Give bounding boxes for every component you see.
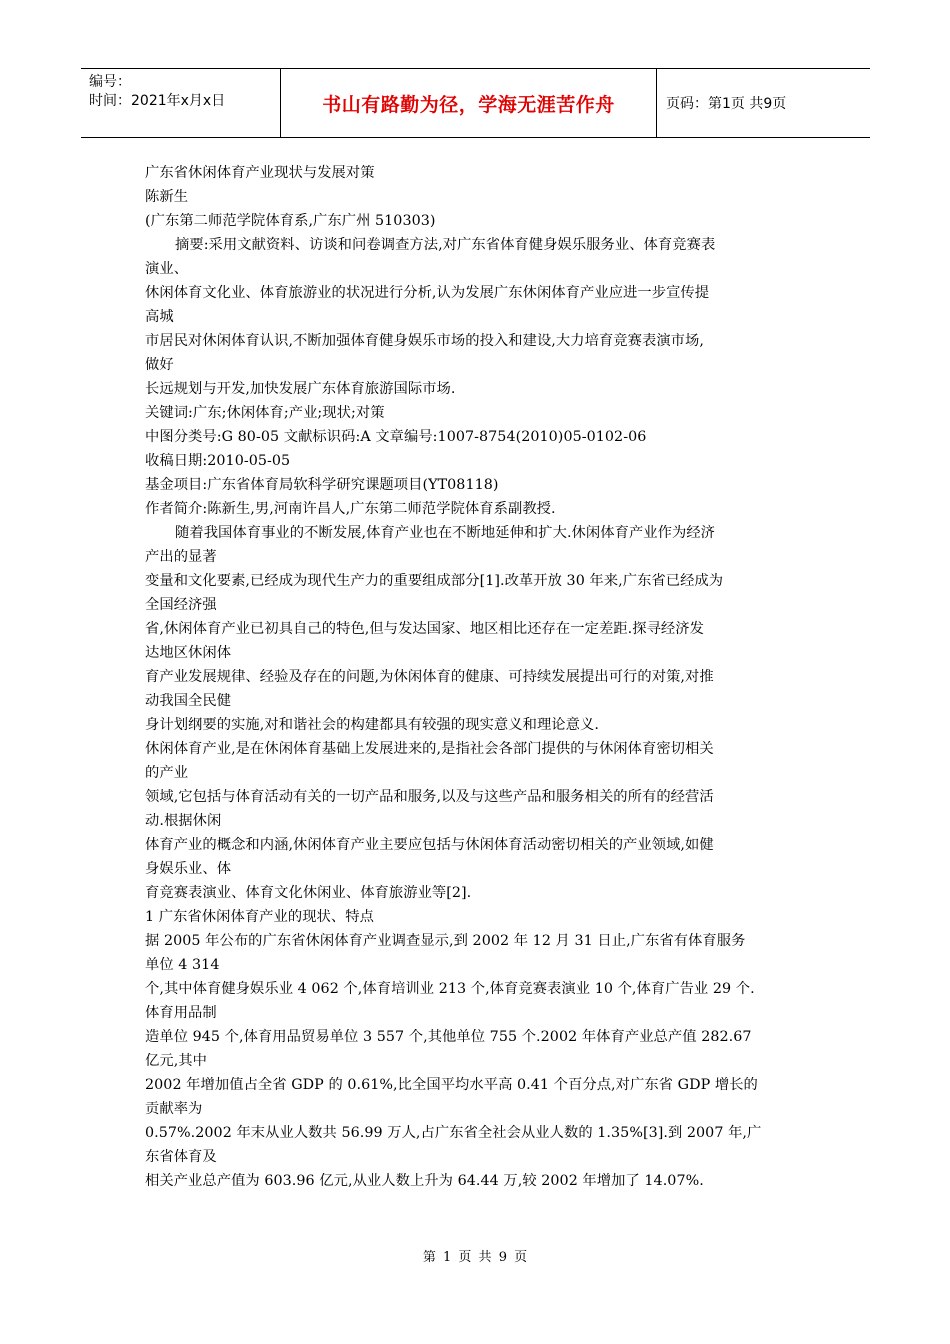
text-line: 的产业 [145, 765, 189, 781]
text-line: 做好 [145, 357, 174, 373]
header-motto-cell [281, 69, 657, 137]
page-header [81, 68, 870, 138]
text-line: 2002 年增加值占全省 GDP 的 0.61%,比全国平均水平高 0.41 个百分点,对广东省 GDP 增长的 [145, 1077, 758, 1093]
text-line: 育产业发展规律、经验及存在的问题,为休闲体育的健康、可持续发展提出可行的对策,对推 [145, 669, 714, 685]
text-line: 造单位 945 个,体育用品贸易单位 3 557 个,其他单位 755 个.2002 年体育产业总产值 282.67 [145, 1029, 752, 1045]
text-line: 达地区休闲体 [145, 645, 232, 661]
time-label: 时间：2021年x月x日 [89, 93, 226, 109]
text-line: 高城 [145, 309, 174, 325]
text-line: 摘要:采用文献资料、访谈和问卷调查方法,对广东省体育健身娱乐服务业、体育竞赛表 [175, 237, 716, 253]
text-line: 贡献率为 [145, 1101, 203, 1117]
text-line: 休闲体育文化业、体育旅游业的状况进行分析,认为发展广东休闲体育产业应进一步宣传提 [145, 285, 710, 301]
text-line: 关键词:广东;休闲体育;产业;现状;对策 [145, 405, 385, 421]
text-line: 单位 4 314 [145, 957, 220, 973]
text-line: 据 2005 年公布的广东省休闲体育产业调查显示,到 2002 年 12 月 31 日止,广东省有体育服务 [145, 933, 746, 949]
motto: 书山有路勤为径，学海无涯苦作舟 [322, 93, 615, 116]
text-line: 广东省休闲体育产业现状与发展对策 [145, 165, 375, 181]
text-line: 领域,它包括与体育活动有关的一切产品和服务,以及与这些产品和服务相关的所有的经营活 [145, 789, 714, 805]
text-line: 亿元,其中 [145, 1053, 207, 1069]
text-line: 体育产业的概念和内涵,休闲体育产业主要应包括与休闲体育活动密切相关的产业领域,如健 [145, 837, 714, 853]
text-line: (广东第二师范学院体育系,广东广州 510303) [145, 213, 436, 229]
text-line: 基金项目:广东省体育局软科学研究课题项目(YT08118) [145, 477, 499, 493]
text-line: 0.57%.2002 年末从业人数共 56.99 万人,占广东省全社会从业人数的 1.35%[3].到 2007 年,广 [145, 1125, 762, 1141]
text-line: 休闲体育产业,是在休闲体育基础上发展进来的,是指社会各部门提供的与休闲体育密切相关 [145, 741, 714, 757]
text-line: 省,休闲体育产业已初具自己的特色,但与发达国家、地区相比还存在一定差距.探寻经济发 [145, 621, 704, 637]
text-line: 陈新生 [145, 189, 189, 205]
text-line: 个,其中体育健身娱乐业 4 062 个,体育培训业 213 个,体育竞赛表演业 10 个,体育广告业 29 个. [145, 981, 755, 997]
text-line: 随着我国体育事业的不断发展,体育产业也在不断地延伸和扩大.休闲体育产业作为经济 [175, 525, 716, 541]
text-line: 产出的显著 [145, 549, 217, 565]
document-body [145, 161, 812, 1193]
text-line: 体育用品制 [145, 1005, 217, 1021]
text-line: 作者简介:陈新生,男,河南许昌人,广东第二师范学院体育系副教授. [145, 501, 556, 517]
header-meta [81, 69, 281, 137]
header-page-cell [657, 69, 870, 137]
text-line: 全国经济强 [145, 597, 217, 613]
text-line: 演业、 [145, 261, 189, 277]
text-line: 育竞赛表演业、体育文化休闲业、体育旅游业等[2]. [145, 885, 472, 901]
text-line: 动我国全民健 [145, 693, 232, 709]
text-line: 变量和文化要素,已经成为现代生产力的重要组成部分[1].改革开放 30 年来,广东省已经成为 [145, 573, 724, 589]
text-line: 东省体育及 [145, 1149, 217, 1165]
page-footer: 第 1 页 共 9 页 [422, 1250, 528, 1265]
text-line: 身娱乐业、体 [145, 861, 232, 877]
number-label: 编号： [89, 74, 131, 90]
text-line: 身计划纲要的实施,对和谐社会的构建都具有较强的现实意义和理论意义. [145, 717, 599, 733]
text-line: 市居民对休闲体育认识,不断加强体育健身娱乐市场的投入和建设,大力培育竞赛表演市场, [145, 333, 704, 349]
text-line: 动.根据休闲 [145, 813, 222, 829]
text-line: 相关产业总产值为 603.96 亿元,从业人数上升为 64.44 万,较 2002 年增加了 14.07%. [145, 1173, 704, 1189]
text-line: 1 广东省休闲体育产业的现状、特点 [145, 909, 374, 925]
page-label: 页码：第1页 共9页 [666, 96, 787, 112]
text-line: 长远规划与开发,加快发展广东体育旅游国际市场. [145, 381, 456, 397]
text-line: 中图分类号:G 80-05 文献标识码:A 文章编号:1007-8754(2010)05-0102-06 [145, 429, 647, 445]
text-line: 收稿日期:2010-05-05 [145, 453, 291, 469]
